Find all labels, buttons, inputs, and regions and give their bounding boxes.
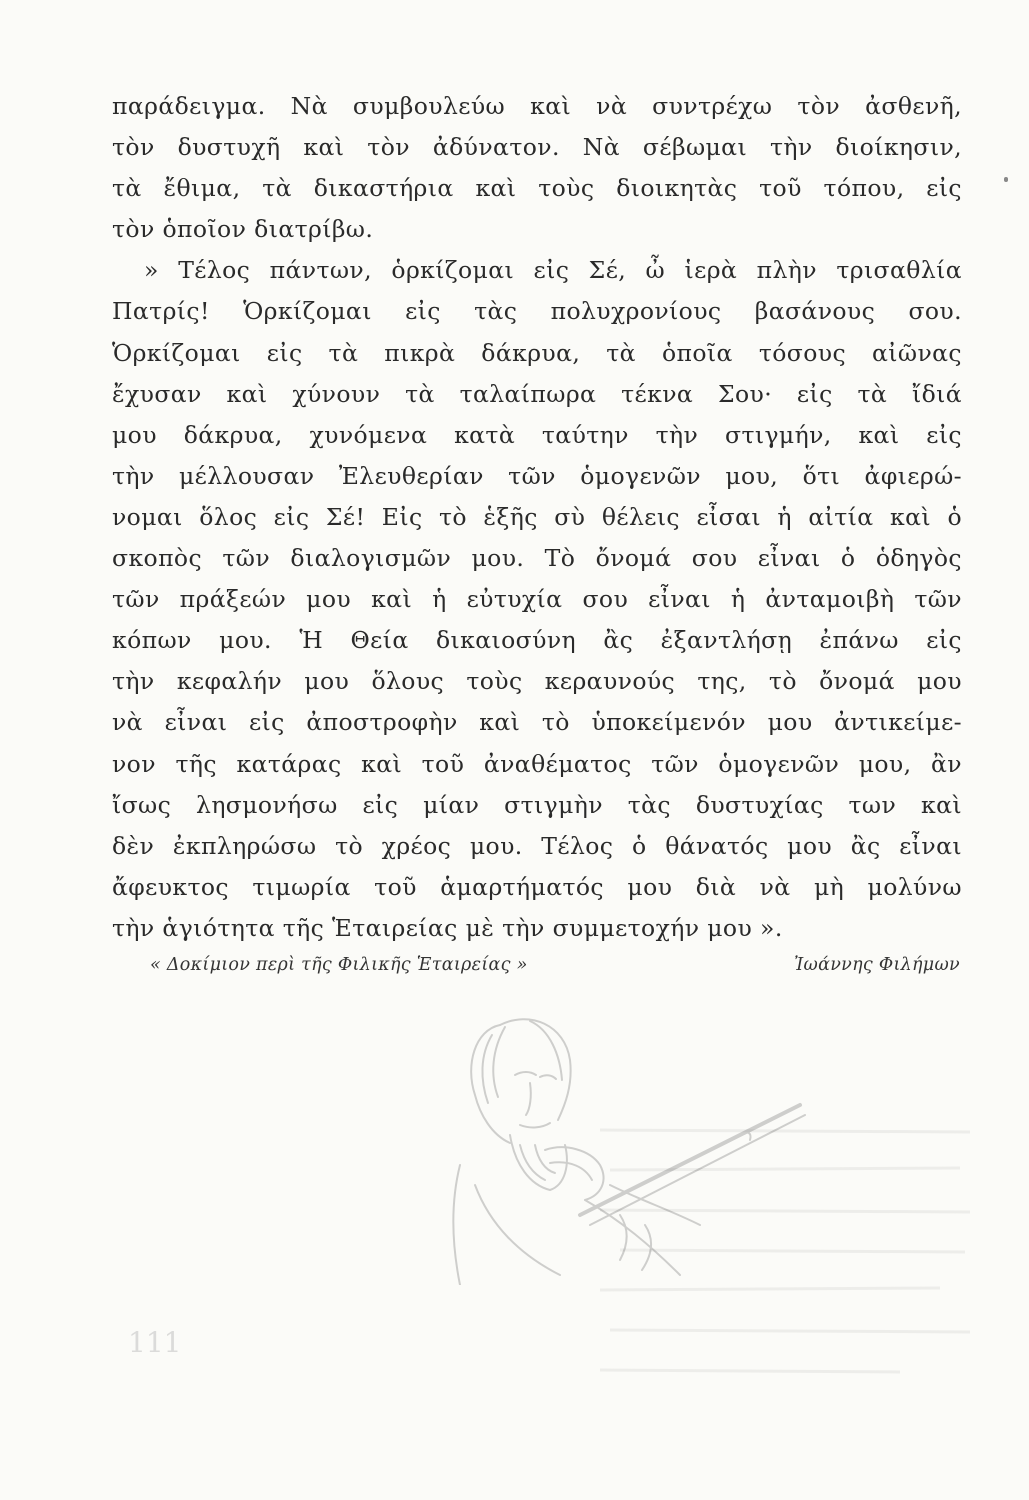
text-line: τὴν μέλλουσαν Ἐλευθερίαν τῶν ὁμογενῶν μου, ὅτι ἀφιερώ- (112, 461, 962, 490)
text-line: τὴν κεφαλήν μου ὅλους τοὺς κεραυνούς της, τὸ ὄνομά μου (112, 667, 962, 696)
paper-speck (1004, 177, 1008, 182)
text-line: νομαι ὅλος εἰς Σέ! Εἰς τὸ ἑξῆς σὺ θέλεις εἶσαι ἡ αἰτία καὶ ὁ (112, 502, 962, 531)
text-line: Πατρίς! Ὁρκίζομαι εἰς τὰς πολυχρονίους βασάνους σου. (112, 297, 962, 326)
citation-author: Ἰωάννης Φιλήμων (794, 955, 960, 975)
text-line: νον τῆς κατάρας καὶ τοῦ ἀναθέματος τῶν ὁμογενῶν μου, ἂν (112, 749, 962, 778)
text-line: » Τέλος πάντων, ὁρκίζομαι εἰς Σέ, ὦ ἱερὰ πλὴν τρισαθλία (144, 256, 962, 285)
text-line: παράδειγμα. Νὰ συμβουλεύω καὶ νὰ συντρέχω τὸν ἀσθενῆ, (112, 92, 962, 120)
citation-source: « Δοκίμιον περὶ τῆς Φιλικῆς Ἑταιρείας » (150, 955, 528, 975)
portrait-illustration (380, 985, 810, 1285)
text-line: δὲν ἐκπληρώσω τὸ χρέος μου. Τέλος ὁ θάνατός μου ἂς εἶναι (112, 831, 962, 860)
text-line: Ὁρκίζομαι εἰς τὰ πικρὰ δάκρυα, τὰ ὁποῖα τόσους αἰῶνας (112, 338, 962, 367)
text-line: τὸν δυστυχῆ καὶ τὸν ἀδύνατον. Νὰ σέβωμαι τὴν διοίκησιν, (112, 133, 962, 162)
text-line: νὰ εἶναι εἰς ἀποστροφὴν καὶ τὸ ὑποκείμενόν μου ἀντικείμε- (112, 708, 962, 737)
text-line: τῶν πράξεών μου καὶ ἡ εὐτυχία σου εἶναι ἡ ἀνταμοιβὴ τῶν (112, 585, 962, 614)
text-line: ἔχυσαν καὶ χύνουν τὰ ταλαίπωρα τέκνα Σου· εἰς τὰ ἴδιά (112, 379, 962, 408)
text-line: τὴν ἁγιότητα τῆς Ἑταιρείας μὲ τὴν συμμετοχήν μου ». (112, 913, 783, 942)
text-line: ἄφευκτος τιμωρία τοῦ ἁμαρτήματός μου διὰ νὰ μὴ μολύνω (112, 872, 962, 901)
page-number: 111 (128, 1326, 182, 1359)
text-line: κόπων μου. Ἡ Θεία δικαιοσύνη ἂς ἐξαντλήσῃ ἐπάνω εἰς (112, 626, 962, 655)
text-line: μου δάκρυα, χυνόμενα κατὰ ταύτην τὴν στιγμήν, καὶ εἰς (112, 420, 962, 449)
oath-text (112, 86, 962, 949)
text-line: τὰ ἔθιμα, τὰ δικαστήρια καὶ τοὺς διοικητὰς τοῦ τόπου, εἰς (112, 174, 962, 203)
text-line: τὸν ὁποῖον διατρίβω. (112, 215, 374, 244)
text-line: ἴσως λησμονήσω εἰς μίαν στιγμὴν τὰς δυστυχίας των καὶ (112, 790, 962, 819)
text-line: σκοπὸς τῶν διαλογισμῶν μου. Τὸ ὄνομά σου εἶναι ὁ ὁδηγὸς (112, 544, 962, 573)
